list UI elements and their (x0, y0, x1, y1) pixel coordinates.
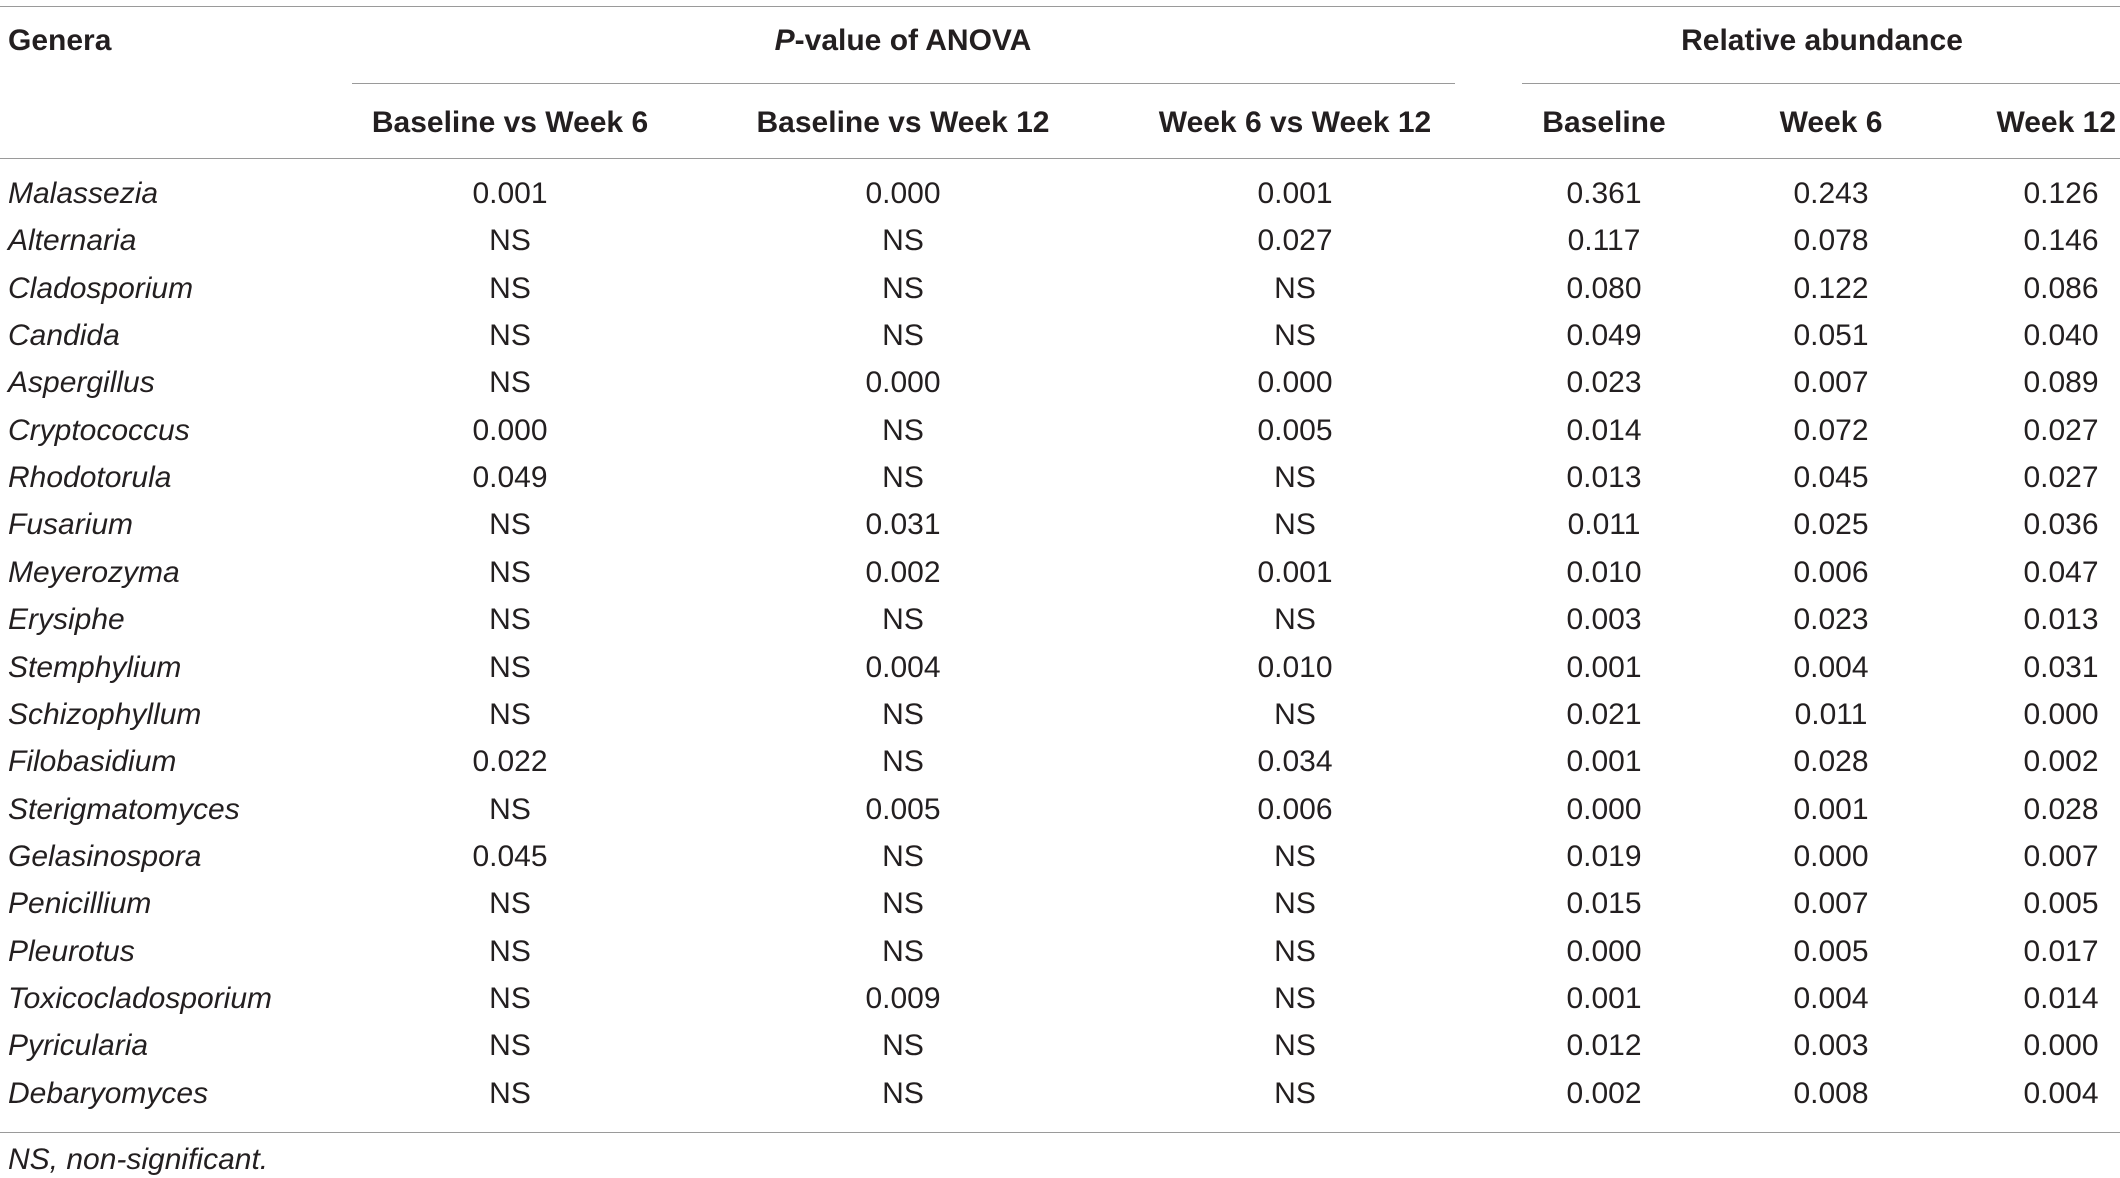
genus-name: Debaryomyces (8, 1077, 209, 1110)
subheader-baseline-vs-week12: Baseline vs Week 12 (756, 106, 1050, 139)
abundance-week12-cell: 0.086 (2023, 272, 2099, 305)
pvalue-week6-vs-week12-cell: NS (1274, 887, 1316, 920)
pvalue-week6-vs-week12-cell: NS (1274, 272, 1316, 305)
abundance-week6-cell: 0.045 (1793, 461, 1869, 494)
abundance-week6-cell: 0.003 (1793, 1029, 1869, 1062)
pvalue-week6-vs-week12-cell: 0.001 (1257, 177, 1333, 210)
subheader-week6: Week 6 (1779, 106, 1883, 139)
abundance-week12-cell: 0.000 (2023, 1029, 2099, 1062)
abundance-week12-cell: 0.014 (2023, 982, 2099, 1015)
pvalue-baseline-vs-week6-cell: NS (489, 272, 531, 305)
pvalue-baseline-vs-week6-cell: NS (489, 698, 531, 731)
top-rule (0, 6, 2120, 7)
pvalue-week6-vs-week12-cell: NS (1274, 1077, 1316, 1110)
pvalue-baseline-vs-week12-cell: NS (882, 1029, 924, 1062)
pvalue-baseline-vs-week6-cell: 0.045 (472, 840, 548, 873)
abundance-baseline-cell: 0.117 (1567, 224, 1641, 257)
genus-name: Aspergillus (8, 366, 155, 399)
pvalue-week6-vs-week12-cell: NS (1274, 461, 1316, 494)
abundance-baseline-cell: 0.012 (1566, 1029, 1642, 1062)
abundance-week6-cell: 0.001 (1793, 793, 1869, 826)
abundance-week6-cell: 0.023 (1793, 603, 1869, 636)
genus-name: Rhodotorula (8, 461, 172, 494)
pvalue-baseline-vs-week12-cell: 0.004 (865, 651, 941, 684)
abundance-baseline-cell: 0.001 (1566, 982, 1642, 1015)
abundance-week12-cell: 0.007 (2023, 840, 2099, 873)
abundance-week6-cell: 0.011 (1794, 698, 1868, 731)
abundance-week12-cell: 0.089 (2023, 366, 2099, 399)
header-bottom-rule (0, 158, 2120, 159)
pvalue-week6-vs-week12-cell: 0.001 (1257, 556, 1333, 589)
genus-name: Stemphylium (8, 651, 182, 684)
abundance-week6-cell: 0.000 (1793, 840, 1869, 873)
footnote: NS, non-significant. (8, 1143, 269, 1176)
genus-name: Alternaria (8, 224, 137, 257)
pvalue-group-rule (352, 83, 1455, 84)
abundance-week12-cell: 0.013 (2023, 603, 2099, 636)
pvalue-baseline-vs-week12-cell: 0.000 (865, 177, 941, 210)
abundance-baseline-cell: 0.049 (1566, 319, 1642, 352)
pvalue-baseline-vs-week6-cell: NS (489, 603, 531, 636)
pvalue-week6-vs-week12-cell: NS (1274, 698, 1316, 731)
abundance-baseline-cell: 0.000 (1566, 793, 1642, 826)
pvalue-baseline-vs-week12-cell: NS (882, 745, 924, 778)
abundance-baseline-cell: 0.361 (1566, 177, 1642, 210)
abundance-baseline-cell: 0.080 (1566, 272, 1642, 305)
pvalue-baseline-vs-week6-cell: NS (489, 982, 531, 1015)
abundance-week6-cell: 0.072 (1793, 414, 1869, 447)
abundance-week6-cell: 0.004 (1793, 651, 1869, 684)
pvalue-baseline-vs-week6-cell: NS (489, 651, 531, 684)
abundance-week12-cell: 0.040 (2023, 319, 2099, 352)
pvalue-week6-vs-week12-cell: NS (1274, 1029, 1316, 1062)
abundance-week6-cell: 0.007 (1793, 366, 1869, 399)
abundance-baseline-cell: 0.003 (1566, 603, 1642, 636)
subheader-week12: Week 12 (1996, 106, 2116, 139)
pvalue-week6-vs-week12-cell: 0.034 (1257, 745, 1333, 778)
pvalue-baseline-vs-week6-cell: NS (489, 366, 531, 399)
abundance-baseline-cell: 0.019 (1566, 840, 1642, 873)
genus-name: Candida (8, 319, 120, 352)
subheader-baseline-vs-week6: Baseline vs Week 6 (371, 106, 649, 139)
genus-name: Fusarium (8, 508, 134, 541)
abundance-week12-cell: 0.005 (2023, 887, 2099, 920)
genus-name: Erysiphe (8, 603, 125, 636)
pvalue-baseline-vs-week12-cell: NS (882, 224, 924, 257)
abundance-week6-cell: 0.006 (1793, 556, 1869, 589)
pvalue-baseline-vs-week6-cell: NS (489, 887, 531, 920)
genus-name: Schizophyllum (8, 698, 202, 731)
abundance-week12-cell: 0.126 (2023, 177, 2099, 210)
abundance-baseline-cell: 0.021 (1566, 698, 1642, 731)
pvalue-header-rest: -value of ANOVA (794, 24, 1032, 57)
abundance-baseline-cell: 0.001 (1566, 745, 1642, 778)
pvalue-week6-vs-week12-cell: 0.005 (1257, 414, 1333, 447)
abundance-baseline-cell: 0.015 (1566, 887, 1642, 920)
abundance-week6-cell: 0.005 (1793, 935, 1869, 968)
abundance-week6-cell: 0.025 (1793, 508, 1869, 541)
pvalue-week6-vs-week12-cell: NS (1274, 840, 1316, 873)
pvalue-baseline-vs-week12-cell: NS (882, 840, 924, 873)
abundance-week12-cell: 0.002 (2023, 745, 2099, 778)
genus-name: Cladosporium (8, 272, 194, 305)
abundance-week12-cell: 0.027 (2023, 461, 2099, 494)
genus-name: Pyricularia (8, 1029, 149, 1062)
pvalue-baseline-vs-week6-cell: NS (489, 319, 531, 352)
pvalue-week6-vs-week12-cell: NS (1274, 319, 1316, 352)
pvalue-baseline-vs-week12-cell: 0.005 (865, 793, 941, 826)
pvalue-week6-vs-week12-cell: NS (1274, 982, 1316, 1015)
abundance-week12-cell: 0.000 (2023, 698, 2099, 731)
pvalue-header-italic: P (774, 24, 795, 57)
abundance-week6-cell: 0.122 (1793, 272, 1869, 305)
abundance-baseline-cell: 0.010 (1566, 556, 1642, 589)
genus-name: Meyerozyma (8, 556, 180, 589)
abundance-week6-cell: 0.243 (1793, 177, 1869, 210)
abundance-week12-cell: 0.017 (2023, 935, 2099, 968)
pvalue-baseline-vs-week6-cell: 0.000 (472, 414, 548, 447)
abundance-week6-cell: 0.004 (1793, 982, 1869, 1015)
pvalue-baseline-vs-week6-cell: NS (489, 793, 531, 826)
abundance-week6-cell: 0.051 (1793, 319, 1869, 352)
pvalue-week6-vs-week12-cell: NS (1274, 603, 1316, 636)
genera-header: Genera (8, 24, 112, 57)
pvalue-baseline-vs-week6-cell: NS (489, 556, 531, 589)
abundance-week12-cell: 0.004 (2023, 1077, 2099, 1110)
abundance-week12-cell: 0.028 (2023, 793, 2099, 826)
pvalue-baseline-vs-week12-cell: 0.031 (865, 508, 941, 541)
abundance-week12-cell: 0.047 (2023, 556, 2099, 589)
abundance-baseline-cell: 0.000 (1566, 935, 1642, 968)
abundance-baseline-cell: 0.011 (1567, 508, 1641, 541)
genus-name: Toxicocladosporium (8, 982, 273, 1015)
genus-name: Penicillium (8, 887, 152, 920)
pvalue-baseline-vs-week6-cell: NS (489, 224, 531, 257)
pvalue-baseline-vs-week6-cell: NS (489, 935, 531, 968)
abundance-baseline-cell: 0.002 (1566, 1077, 1642, 1110)
genus-name: Gelasinospora (8, 840, 202, 873)
pvalue-baseline-vs-week12-cell: NS (882, 319, 924, 352)
pvalue-week6-vs-week12-cell: 0.027 (1257, 224, 1333, 257)
abundance-baseline-cell: 0.023 (1566, 366, 1642, 399)
abundance-baseline-cell: 0.013 (1566, 461, 1642, 494)
subheader-baseline: Baseline (1542, 106, 1666, 139)
pvalue-baseline-vs-week12-cell: 0.002 (865, 556, 941, 589)
pvalue-baseline-vs-week12-cell: NS (882, 698, 924, 731)
abundance-week12-cell: 0.031 (2023, 651, 2099, 684)
pvalue-group-header (775, 23, 1032, 59)
abundance-week6-cell: 0.008 (1793, 1077, 1869, 1110)
abundance-group-header: Relative abundance (1681, 24, 1963, 57)
pvalue-week6-vs-week12-cell: 0.006 (1257, 793, 1333, 826)
pvalue-baseline-vs-week6-cell: NS (489, 1077, 531, 1110)
abundance-baseline-cell: 0.001 (1566, 651, 1642, 684)
pvalue-week6-vs-week12-cell: 0.010 (1257, 651, 1333, 684)
abundance-group-rule (1522, 83, 2120, 84)
pvalue-baseline-vs-week12-cell: NS (882, 1077, 924, 1110)
genus-name: Filobasidium (8, 745, 177, 778)
abundance-week6-cell: 0.007 (1793, 887, 1869, 920)
pvalue-baseline-vs-week12-cell: NS (882, 935, 924, 968)
pvalue-baseline-vs-week12-cell: NS (882, 414, 924, 447)
genus-name: Pleurotus (8, 935, 135, 968)
genus-name: Sterigmatomyces (8, 793, 240, 826)
abundance-week12-cell: 0.146 (2023, 224, 2099, 257)
pvalue-baseline-vs-week12-cell: 0.009 (865, 982, 941, 1015)
genus-name: Cryptococcus (8, 414, 190, 447)
pvalue-baseline-vs-week6-cell: 0.022 (472, 745, 548, 778)
pvalue-week6-vs-week12-cell: 0.000 (1257, 366, 1333, 399)
pvalue-week6-vs-week12-cell: NS (1274, 508, 1316, 541)
pvalue-baseline-vs-week6-cell: NS (489, 508, 531, 541)
table-bottom-rule (0, 1132, 2120, 1133)
pvalue-baseline-vs-week6-cell: 0.049 (472, 461, 548, 494)
genus-name: Malassezia (8, 177, 159, 210)
abundance-baseline-cell: 0.014 (1566, 414, 1642, 447)
abundance-week6-cell: 0.028 (1793, 745, 1869, 778)
pvalue-week6-vs-week12-cell: NS (1274, 935, 1316, 968)
pvalue-baseline-vs-week12-cell: NS (882, 272, 924, 305)
pvalue-baseline-vs-week12-cell: NS (882, 603, 924, 636)
pvalue-baseline-vs-week12-cell: NS (882, 887, 924, 920)
pvalue-baseline-vs-week6-cell: NS (489, 1029, 531, 1062)
pvalue-baseline-vs-week12-cell: 0.000 (865, 366, 941, 399)
abundance-week6-cell: 0.078 (1793, 224, 1869, 257)
subheader-week6-vs-week12: Week 6 vs Week 12 (1158, 106, 1432, 139)
pvalue-baseline-vs-week12-cell: NS (882, 461, 924, 494)
pvalue-baseline-vs-week6-cell: 0.001 (472, 177, 548, 210)
abundance-week12-cell: 0.036 (2023, 508, 2099, 541)
abundance-week12-cell: 0.027 (2023, 414, 2099, 447)
